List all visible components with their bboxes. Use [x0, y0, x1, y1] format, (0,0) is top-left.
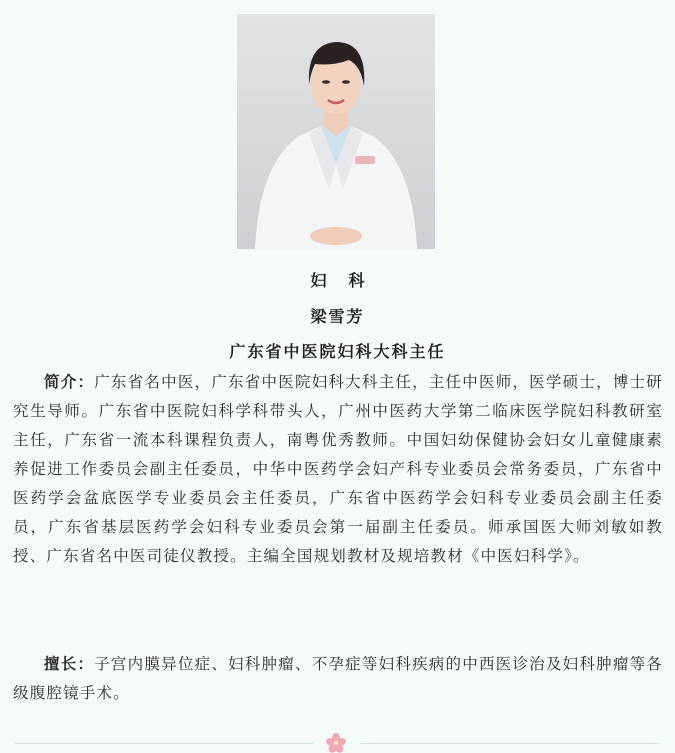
- specialty-label: 擅长：: [44, 655, 95, 673]
- footer-divider: [0, 733, 675, 753]
- doctor-portrait-photo: [237, 14, 435, 249]
- blossom-icon: [322, 733, 350, 753]
- intro-label: 简介：: [44, 373, 95, 391]
- doctor-name: 梁雪芳: [310, 307, 365, 326]
- divider-line-right: [360, 743, 660, 744]
- specialty-text: 子宫内膜异位症、妇科肿瘤、不孕症等妇科疾病的中西医诊治及妇科肿瘤等各级腹腔镜手术。: [13, 655, 663, 702]
- department-heading: 妇科: [310, 271, 387, 290]
- specialty-paragraph: [13, 650, 663, 708]
- intro-text: 广东省名中医，广东省中医院妇科大科主任，主任中医师，医学硕士，博士研究生导师。广东省中医院妇科学科带头人，广州中医药大学第二临床医学院妇科教研室主任，广东省一流本科课程负责人，南粤优秀教师。中国妇幼保健协会妇女儿童健康素养促进工作委员会副主任委员，中华中医药学会妇产科专业委员会常务委员，广东省中医药学会盆底医学专业委员会主任委员，广东省中医药学会妇科专业委员会副主任委员，广东省基层医药学会妇科专业委员会第一届副主任委员。师承国医大师刘敏如教授、广东省名中医司徒仪教授。主编全国规划教材及规培教材《中医妇科学》。: [13, 373, 663, 565]
- intro-paragraph: [13, 368, 663, 571]
- doctor-title: 广东省中医院妇科大科主任: [229, 342, 446, 361]
- divider-line-left: [14, 743, 314, 744]
